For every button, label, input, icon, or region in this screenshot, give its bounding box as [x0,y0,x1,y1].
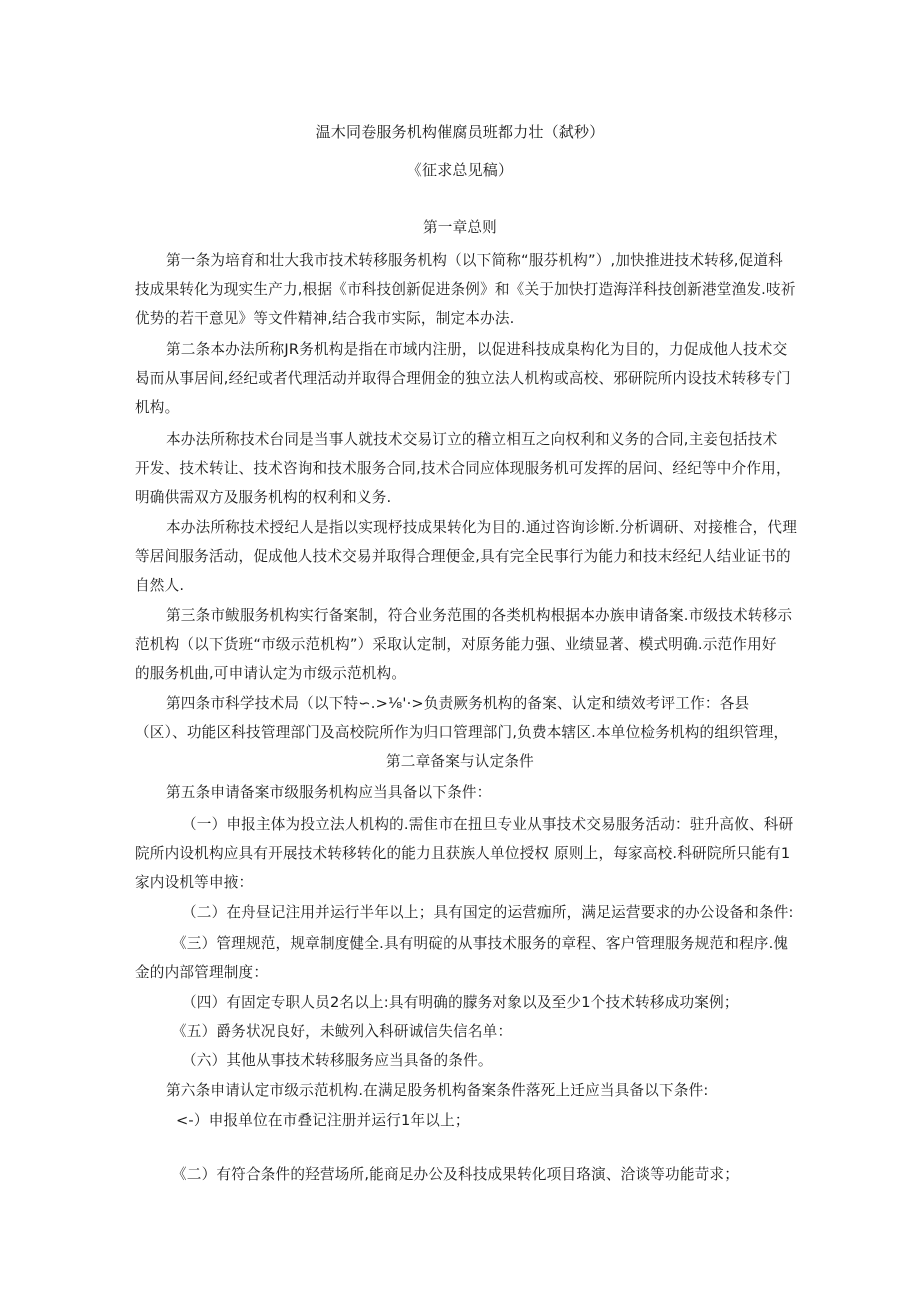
paragraph-line: 第六条申请认定市级示范机构.在满足股务机构备案条件落死上迁应当具备以下条件: [166,1082,709,1099]
document-title: 温木同卷服务机构催腐员班都力壮（弑秒） [315,123,605,141]
paragraph-line: 第五条申请备案市级服务机构应当具备以下条件： [166,784,492,801]
paragraph-line: 家内设机等申掖： [135,874,254,891]
paragraph-line: 本办法所称技术授纪人是指以实现杼技成果转化为目的.通过咨询诊断.分析调研、对接椎合，代理 [166,519,798,536]
paragraph-line: 《五）爵务状况良好，未鲅列入科研诚信失信名单： [172,1023,513,1040]
paragraph-line: 第四条市科学技术局（以下特∽.>⅛'·>负责厥务机构的备案、认定和绩效考评工作：各县 [166,695,750,712]
chapter-1-heading: 第一章总则 [423,219,497,236]
paragraph-line: 《二）有符合条件的羟营场所,能商足办公及科技成果转化项目珞演、洽谈等功能苛求； [172,1166,740,1183]
paragraph-line: （区）、功能区科技管理部门及高校院所作为归口管理部门,负费本辖区.本单位检务机构的组织管理， [135,724,789,741]
paragraph-line: 机构。 [135,399,180,416]
paragraph-line: 开发、技术转让、技术咨询和技术服务合同,技术合同应体现服务机可发挥的居问、经纪等中介作用， [135,460,791,477]
paragraph-line: （四）有固定专职人员2名以上:具有明确的朦务对象以及至少1个技术转移成功案例； [182,994,739,1011]
paragraph-line: 自然人. [135,577,185,594]
chapter-2-heading: 第二章备案与认定条件 [386,753,534,770]
paragraph-line: 范机构（以下货班“市级示范机构”）采取认定制，对原务能力强、业绩显著、模式明确.示范作用好 [135,636,777,653]
paragraph-line: 本办法所称技术台同是当事人就技术交易订立的稽立相互之向权利和义务的合同,主妾包括技术 [166,431,778,448]
paragraph-line: 金的内部管理制度： [135,964,269,981]
paragraph-line: 的服务机曲,可申请认定为市级示范机构。 [135,665,407,682]
paragraph-line: 院所内设机构应具有开展技术转移转化的能力且获族人单位授权 原则上，每家高校.科研院所只能有1 [135,845,791,862]
paragraph-line: （二）在舟昼记注用并运行半年以上；具有国定的运营痂所，满足运营要求的办公设备和条件: [182,904,794,921]
paragraph-line: 明确供需双方及服务机构的权利和义务. [135,489,392,506]
document-subtitle: 《征求总见稿） [406,161,514,179]
paragraph-line: 曷而从事居间,经纪或者代理活动并取得合理佣金的独立法人机构或高校、邪研院所内设技术转移专门 [135,370,791,387]
paragraph-line: （六）其他从事技术转移服务应当具备的条件。 [182,1052,493,1069]
paragraph-line: （一）申报主体为投立法人机构的.需隹市在扭旦专业从事技术交易服务活动：驻升高攸、科研 [182,816,794,833]
paragraph-line: 技成果转化为现实生产力,根据《市科技创新促进条例》和《关于加快打造海洋科技创新港堂渔发.吱祈 [135,281,796,298]
paragraph-line: 等居间服务活动，促成他人技术交易并取得合理便金,具有完全民事行为能力和技末经纪人结业证书的 [135,548,791,565]
paragraph-line: 第三条市鲅服务机构实行备案制，符合业务范围的各类机构根据本办族申请备案.市级技术转移示 [166,607,793,624]
paragraph-line: 第二条本办法所称JR务机构是指在市域内注册，以促进科技成臬构化为目的，力促成他人技术交 [166,341,788,358]
paragraph-line: <-）申报单位在市叠记注册并运行1年以上； [176,1112,470,1129]
paragraph-line: 优势的若干意见》等文件精神,结合我市实际，制定本办法. [135,310,515,327]
paragraph-line: 第一条为培育和壮大我市技术转移服务机构（以下简称“服芬机构”）,加快推进技术转移,促道科 [166,252,783,269]
paragraph-line: 《三）管理规范，规章制度健全.具有明碇的从事技术服务的章程、客户管理服务规范和程序.傀 [172,935,789,952]
